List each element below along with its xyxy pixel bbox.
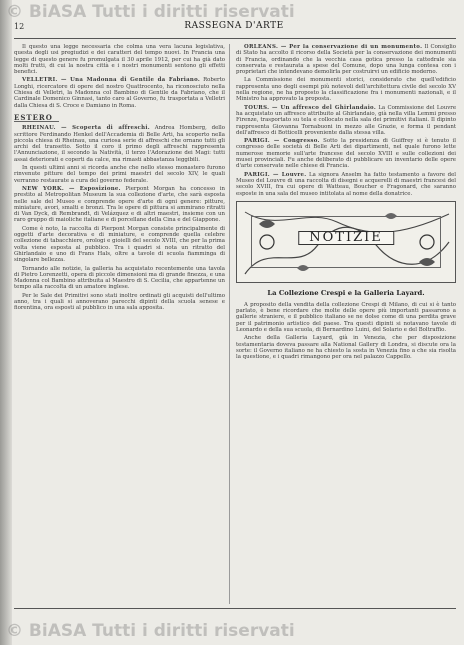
news-item-lead: ORLEANS. — Per la conservazione di un monumento. <box>244 44 423 50</box>
news-item-text: Andrea Homberg, dello scrittore Ferdinando Henkel dell'Accademia di Belle Arti, ha scoperto nella piccola chiesa di Rheinau, una curiosa serie di affreschi che ornano tutti gli archi del transetto. Sotto il coro il primo degli affreschi rappresenta l'Annunciazione, il secondo la Natività, il terzo l'Adorazione dei Magi: tutti assai deteriorati e coperti da calce, ma rimasti abbastanza leggibili. <box>14 125 225 163</box>
news-item <box>14 77 225 108</box>
news-item-text: Roberto Longhi, ricercatore di opere del nostro Quattrocento, ha riconosciuto nella Chiesa di Velletri, la Madonna col Bambino di Gentile da Fabriano, che il Cardinale Domenico Ginnasi, tanto caro al Governo, fu trasportata a Velletri dalla Chiesa di S. Croce e Damiano in Roma. <box>14 77 225 109</box>
journal-title: RASSEGNA D'ARTE <box>184 21 284 31</box>
news-item <box>14 165 225 184</box>
news-item <box>14 266 225 291</box>
left-column <box>14 44 225 604</box>
news-item-text: Per le Sale dei Primitivi sono stati inoltre ordinati gli acquisti dell'ultimo anno, tra i quali si annoverano parecchi dipinti della scuola senese e fiorentina, ora esposti al pubblico in una sala apposita. <box>14 292 225 312</box>
news-item-text: Come è noto, la raccolta di Pierpont Morgan consiste principalmente di oggetti d'arte decorativa e di miniature, e comprende quella celebre collezione di tabacchiere, orologi e gioielli del secolo XVIII, che per la prima volta viene esposta al pubblico. Tra i quadri si nota un ritratto del Ghirlandaio e uno di Frans Hals, oltre a tavole di scuola fiamminga di singolare bellezza. <box>14 225 225 264</box>
news-item <box>236 172 456 197</box>
news-item-lead: PARIGI. — Louvre. <box>244 171 307 178</box>
news-item <box>14 186 225 224</box>
right-column <box>236 44 456 604</box>
news-item-text: Tornando alle notizie, la galleria ha acquistato recentemente una tavola di Pietro Lorenzetti, opera di piccole dimensioni ma di grande finezza, e una Madonna col Bambino attribuita al Maestro di S. Cecilia, che appartenne un tempo alla raccolta di un amatore inglese. <box>14 265 225 291</box>
news-item-text: Sotto la presidenza di Guiffrey si è tenuto il congresso delle società di Belle Arti dei dipartimenti, nel quale furono lette numerose memorie sull'arte francese del secolo XVIII e sulle collezioni dei musei provinciali. Fu anche deliberato di pubblicare un inventario delle opere d'arte conservate nelle chiese di Francia. <box>236 138 456 170</box>
news-item <box>236 44 456 75</box>
news-item <box>236 138 456 169</box>
news-item <box>14 226 225 264</box>
news-item <box>236 105 456 136</box>
news-item-text: La Commissione del Louvre ha acquistato un affresco attribuito al Ghirlandaio, già nella villa Lemmi presso Firenze, trasportato su tela e collocato nella sala dei primitivi italiani. Il dipinto rappresenta Giovanna Tornabuoni in mezzo alle Grazie, e forma il pendant dell'affresco di Botticelli proveniente dalla stessa villa. <box>236 104 456 136</box>
news-item-lead: NEW YORK. — Esposizione. <box>22 185 121 192</box>
news-item-lead: PARIGI. — Congresso. <box>244 138 320 145</box>
notizie-ornament-box <box>236 201 456 283</box>
news-item <box>236 77 456 102</box>
news-item-lead: TOURS. — Un affresco del Ghirlandaio. <box>244 104 377 111</box>
article-paragraph: A proposito della vendita della collezione Crespi di Milano, di cui si è tanto parlato, è bene ricordare che molte delle opere più importanti passarono a gallerie straniere, e il pubblico italiano se ne dolse come di una perdita grave per il patrimonio artistico del paese. Tra questi dipinti si notavano tavole di Leonardo e della sua scuola, di Bernardino Luini, del Solario e del Boltraffio. <box>236 301 456 334</box>
section-title: ESTERO <box>14 115 59 122</box>
news-item-lead: VELLETRI. — Una Madonna di Gentile da Fabriano. <box>22 77 201 84</box>
news-item-text: La Commissione dei monumenti storici, considerato che quell'edificio rappresenta uno degli esempi più notevoli dell'architettura civile del secolo XV nella regione, ne ha proposto la classificazione fra i monumenti nazionali, e il Ministro ha approvato la proposta. <box>236 77 456 103</box>
article-heading: La Collezione Crespi e la Galleria Layard. <box>267 288 425 297</box>
scan-edge-shadow <box>0 0 12 645</box>
page-number: 12 <box>14 22 25 31</box>
news-item-text: Il Consiglio di Stato ha accolto il ricorso della Società per la conservazione dei monumenti di Francia, ordinando che la vecchia casa gotica presso la cattedrale sia conservata e restaurata a spese del Comune, dopo una lunga contesa con i proprietari che intendevano demolirla per costruirvi un edificio moderno. <box>236 44 456 76</box>
notizie-label: NOTIZIE <box>298 231 394 245</box>
article-paragraph: Anche della Galleria Layard, già in Venezia, che per disposizione testamentaria doveva passare alla National Gallery di Londra, si discute ora la sorte: il Governo italiano ne ha chiesto la sosta in Venezia fino a che sia risolta la questione, e i quadri rimangono per ora nel palazzo Cappello. <box>236 335 456 361</box>
news-item-text: La signora Anselm ha fatto testamento a favore del Museo del Louvre di una raccolta di disegni e acquerelli di maestri francesi del secolo XVIII, fra cui opere di Watteau, Boucher e Fragonard, che saranno esposte in una sala del museo intitolata al nome della donatrice. <box>236 171 456 197</box>
running-header <box>14 20 454 36</box>
footer-rule <box>14 608 456 609</box>
column-divider <box>229 44 230 604</box>
news-item-text: Pierpont Morgan ha concesso in prestito al Metropolitan Museum la sua collezione d'arte, che sarà esposta nelle sale del Museo e comprende opere d'arte di ogni genere: pitture, miniature, avori, smalti e bronzi. Tra le opere di pittura si ammirano ritratti di Van Dyck, di Rembrandt, di Velázquez e di altri maestri, insieme con un raro gruppo di maioliche italiane e di porcellane della Cina e del Giappone. <box>14 185 225 224</box>
header-rule <box>14 38 456 39</box>
watermark-bottom: © BiASA Tutti i diritti riservati <box>6 621 295 641</box>
news-item-text: In questi ultimi anni si ricorda anche che nello stesso monastero furono rinvenute pitture del tempo dei primi maestri del secolo XIV, le quali verranno restaurate a cura del governo federale. <box>14 165 225 184</box>
watermark-top: © BiASA Tutti i diritti riservati <box>6 2 295 22</box>
news-item <box>14 293 225 312</box>
news-item-lead: RHEINAU. — Scoperta di affreschi. <box>22 125 150 132</box>
intro-paragraph: Il questo una legge necessaria che colma una vera lacuna legislativa, questa degli usi pregiudizi e dei caratteri del tempo nuovi. In Francia una legge di questo genere fu promulgata il 30 aprile 1912, per cui ha già dato molti frutti, di cui la nostra città e i nostri monumenti sentono gli effetti benefici. <box>14 44 225 76</box>
news-item <box>14 125 225 163</box>
